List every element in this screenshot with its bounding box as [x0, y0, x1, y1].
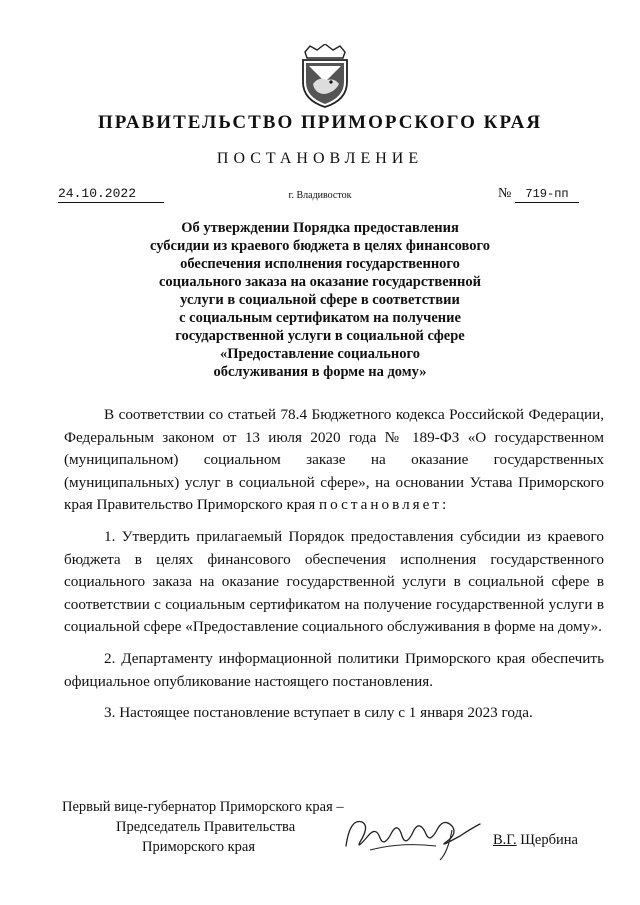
heading-line: Об утверждении Порядка предоставления — [181, 220, 459, 236]
signer-name — [493, 832, 578, 849]
coat-of-arms-emblem — [295, 44, 355, 108]
document-number: 719-пп — [515, 186, 579, 203]
item-1-paragraph: 1. Утвердить прилагаемый Порядок предоставления субсидии из краевого бюджета в целях финансового обеспечения исполнения государственного социального заказа на оказание государственной услуги в социальной сфере в соответствии с социальным сертификатом на получение государственной услуги в социальной сфере «Предоставление социального обслуживания в форме на дому». — [64, 527, 604, 636]
item-2-paragraph: 2. Департаменту информационной политики Приморского края обеспечить официальное опубликование настоящего постановления. — [64, 649, 604, 690]
preamble-text: В соответствии со статьей 78.4 Бюджетного кодекса Российской Федерации, Федеральным законом от 13 июля 2020 года № 189-ФЗ «О государственном (муниципальном) социальном заказе на оказание государственных (муниципальных) услуг в социальной сфере», на основании Устава Приморского края Правительство Приморского края — [64, 406, 604, 514]
signer-initials: В.Г. — [493, 832, 517, 848]
signer-surname: Щербина — [520, 832, 578, 848]
government-title: ПРАВИТЕЛЬСТВО ПРИМОРСКОГО КРАЯ — [97, 112, 543, 133]
heading-line: субсидии из краевого бюджета в целях финансового — [150, 238, 490, 254]
signatory-position — [62, 797, 362, 857]
position-line-1: Первый вице-губернатор Приморского края – — [62, 799, 344, 815]
handwritten-signature — [340, 806, 490, 864]
position-line-2: Председатель Правительства — [116, 819, 296, 835]
item-3-paragraph: 3. Настоящее постановление вступает в силу с 1 января 2023 года. — [104, 704, 533, 722]
heading-line: обслуживания в форме на дому» — [213, 364, 427, 380]
heading-line: государственной услуги в социальной сфере — [175, 328, 465, 344]
heading-line: услуги в социальной сфере в соответствии — [180, 292, 460, 308]
decree-word: постановляет: — [318, 496, 450, 514]
document-city: г. Владивосток — [288, 190, 352, 201]
preamble-paragraph — [64, 404, 604, 517]
heading-line: обеспечения исполнения государственного — [180, 256, 460, 272]
heading-line: социального заказа на оказание государственной — [159, 274, 481, 290]
position-line-3: Приморского края — [142, 839, 256, 855]
document-body — [64, 404, 604, 734]
heading-line: «Предоставление социального — [219, 346, 421, 362]
document-heading — [110, 219, 530, 381]
number-sign: № — [498, 186, 512, 201]
document-date: 24.10.2022 — [58, 186, 164, 203]
document-type: ПОСТАНОВЛЕНИЕ — [216, 150, 424, 167]
heading-line: с социальным сертификатом на получение — [179, 310, 461, 326]
